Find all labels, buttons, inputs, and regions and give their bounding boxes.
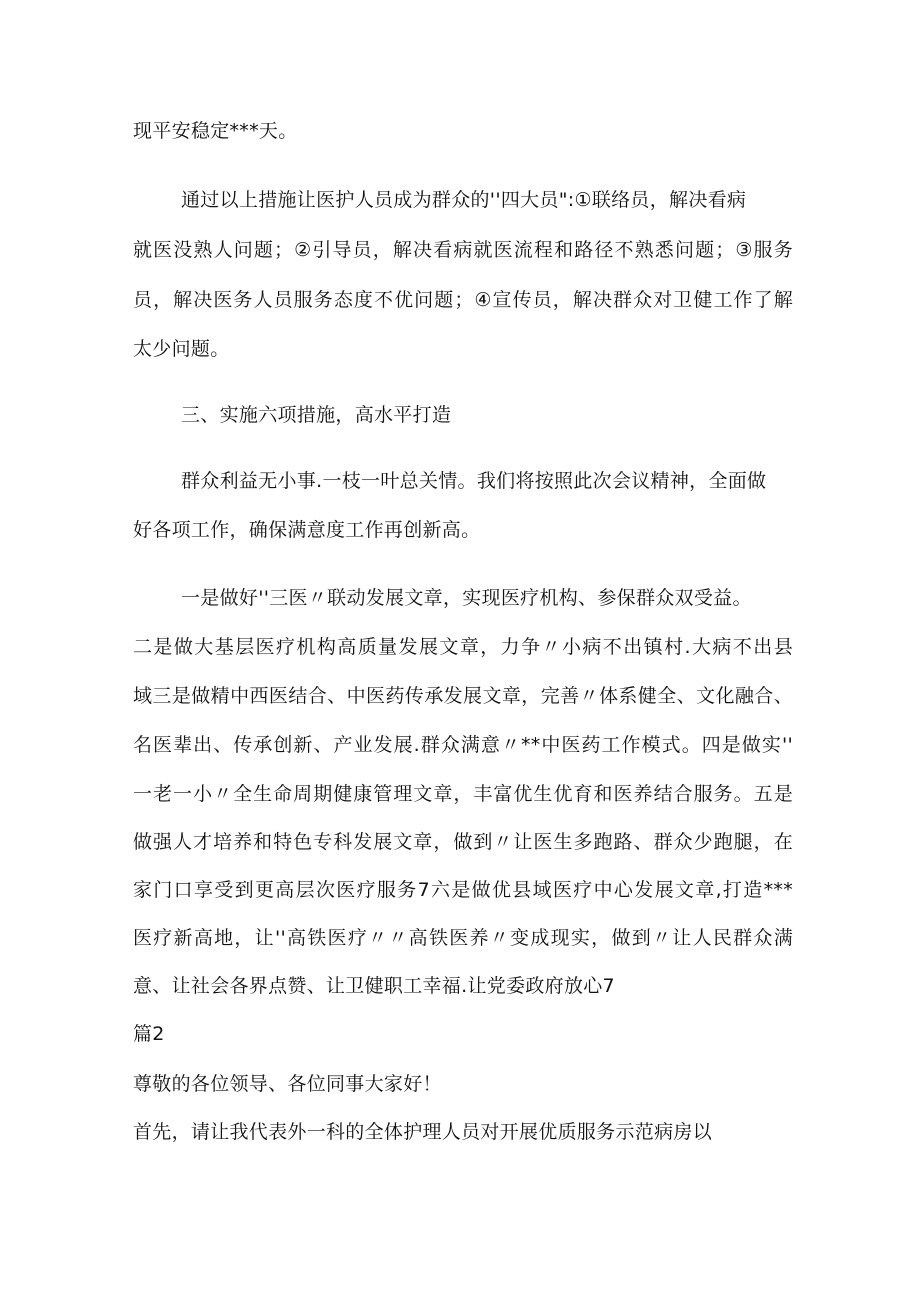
text-line-1: 现平安稳定***天。 [133, 120, 298, 142]
text-line-4: 员，解决医务人员服务态度不优问题；④宣传员，解决群众对卫健工作了解 [133, 289, 793, 311]
chapter-heading: 篇2 [133, 1023, 165, 1045]
salutation: 尊敬的各位领导、各位同事大家好！ [133, 1073, 442, 1095]
text-line-14: 做强人才培养和特色专科发展文章，做到〃让医生多跑路、群众少跑腿，在 [133, 831, 793, 853]
text-line-15: 家门口享受到更高层次医疗服务7六是做优县域医疗中心发展文章,打造*** [133, 879, 793, 901]
text-line-16: 医疗新高地，让''高铁医疗〃〃高铁医养〃变成现实，做到〃让人民群众满 [133, 927, 793, 949]
text-line-5: 太少问题。 [133, 338, 230, 360]
text-line-9: 一是做好''三医〃联动发展文章，实现医疗机构、参保群众双受益。 [181, 587, 752, 609]
text-line-13: 一老一小〃全生命周期健康管理文章，丰富优生优育和医养结合服务。五是 [133, 783, 793, 805]
text-line-11: 域三是做精中西医结合、中医药传承发展文章，完善〃体系健全、文化融合、 [133, 685, 793, 707]
text-line-10: 二是做大基层医疗机构高质量发展文章，力争〃小病不出镇村.大病不出县 [133, 636, 793, 658]
text-line-7: 群众利益无小事.一枝一叶总关情。我们将按照此次会议精神，全面做 [181, 470, 767, 492]
section-heading: 三、实施六项措施，高水平打造 [181, 404, 452, 426]
text-line-2: 通过以上措施让医护人员成为群众的''四大员":①联络员，解决看病 [181, 189, 747, 211]
text-line-3: 就医没熟人问题；②引导员，解决看病就医流程和路径不熟悉问题；③服务 [133, 239, 793, 261]
text-line-12: 名医辈出、传承创新、产业发展.群众满意〃**中医药工作模式。四是做实'' [133, 734, 793, 756]
text-line-20: 首先，请让我代表外一科的全体护理人员对开展优质服务示范病房以 [133, 1121, 713, 1143]
text-line-17: 意、让社会各界点赞、让卫健职工幸福.让党委政府放心7 [133, 975, 615, 997]
text-line-8: 好各项工作，确保满意度工作再创新高。 [133, 519, 481, 541]
